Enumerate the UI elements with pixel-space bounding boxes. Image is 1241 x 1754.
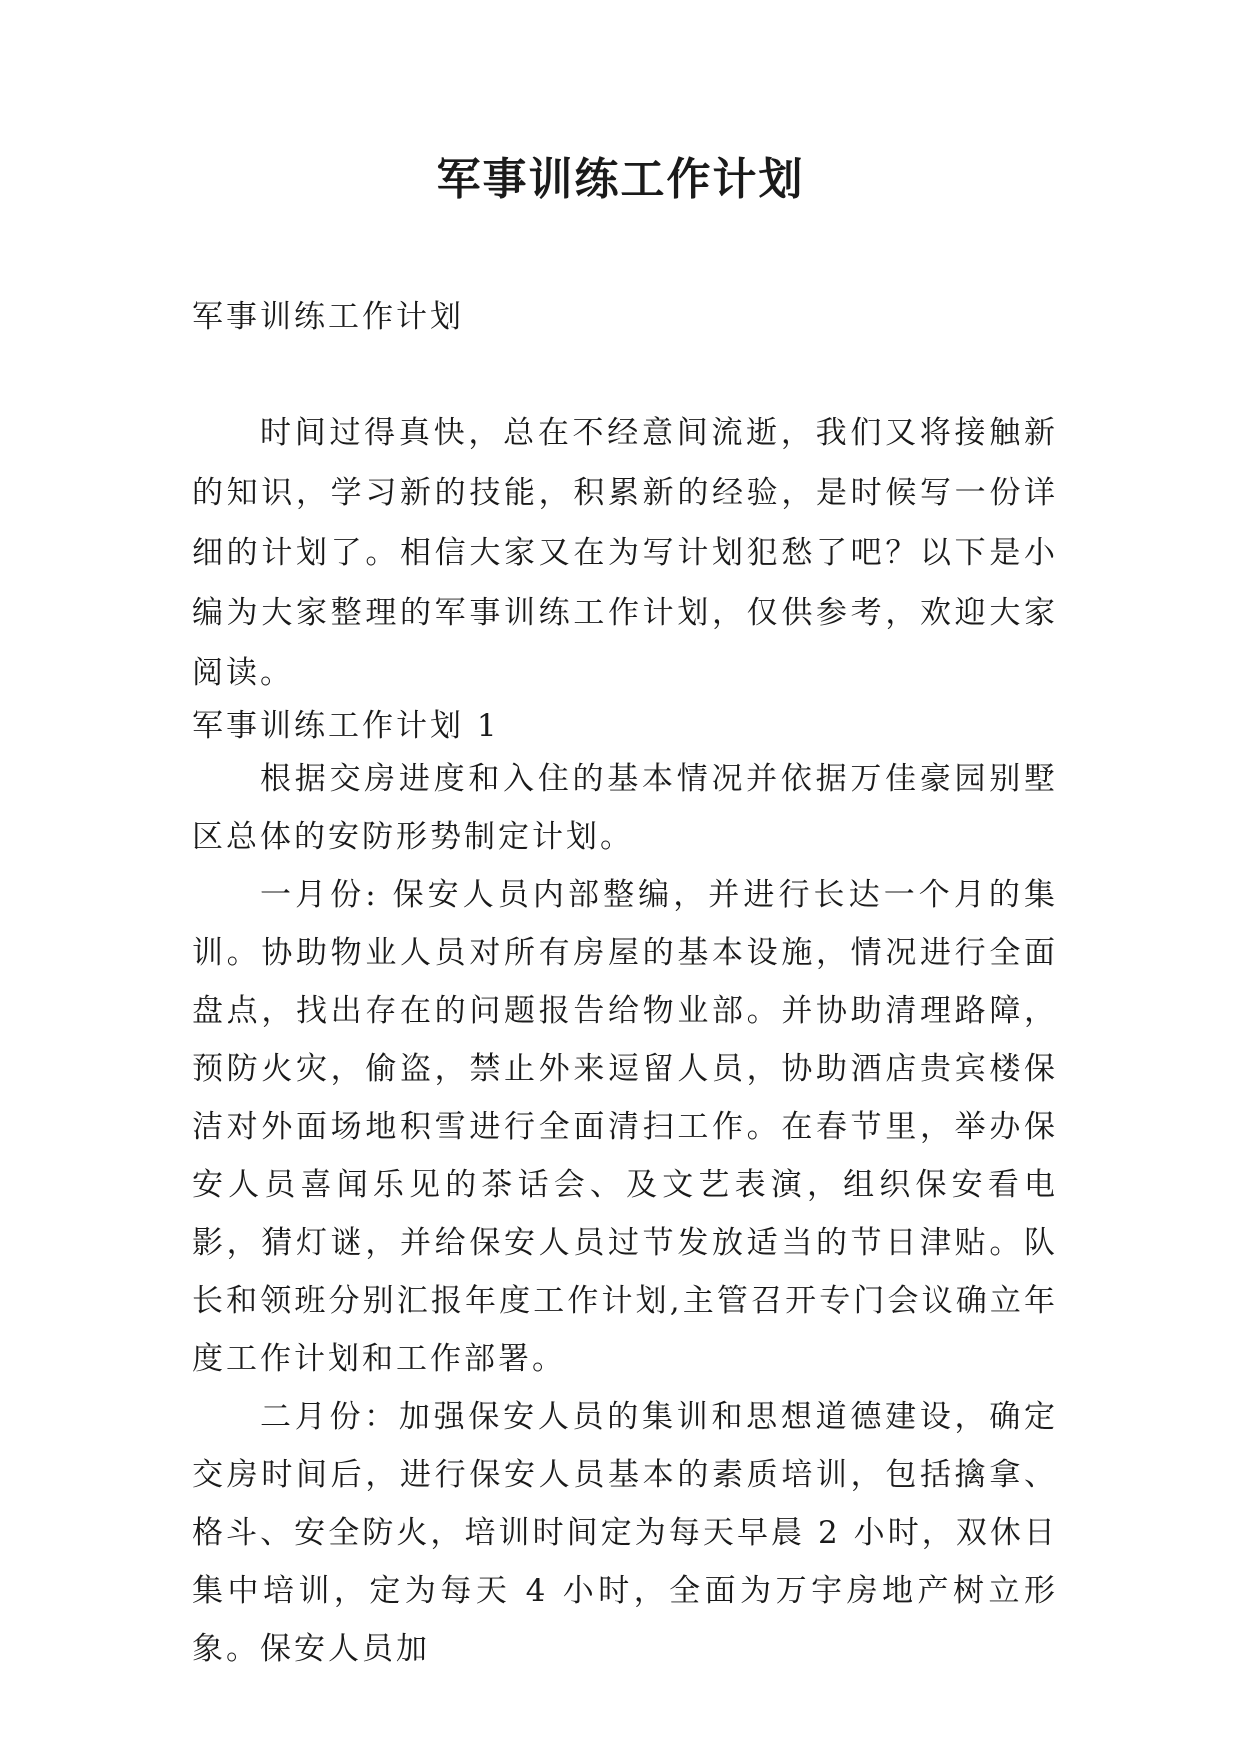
paragraph-january: 一月份: 保安人员内部整编，并进行长达一个月的集训。协助物业人员对所有房屋的基本设施，情况进行全面盘点，找出存在的问题报告给物业部。并协助清理路障，预防火灾，偷盗，禁止外来逗留人员，协助酒店贵宾楼保洁对外面场地积雪进行全面清扫工作。在春节里，举办保安人员喜闻乐见的茶话会、及文艺表演，组织保安看电影，猜灯谜，并给保安人员过节发放适当的节日津贴。队长和领班分别汇报年度工作计划,主管召开专门会议确立年度工作计划和工作部署。 <box>192 877 1058 1377</box>
paragraph-overview: 根据交房进度和入住的基本情况并依据万佳豪园别墅区总体的安防形势制定计划。 <box>192 761 1058 855</box>
document-subtitle: 军事训练工作计划 <box>192 299 464 335</box>
section-body <box>192 750 1058 1678</box>
document-title: 军事训练工作计划 <box>436 154 805 205</box>
section-heading: 军事训练工作计划 1 <box>192 708 500 744</box>
paragraph-february: 二月份：加强保安人员的集训和思想道德建设，确定交房时间后，进行保安人员基本的素质培训，包括擒拿、格斗、安全防火，培训时间定为每天早晨 2 小时，双休日集中培训，定为每天 4 小时，全面为万宇房地产树立形象。保安人员加 <box>192 1399 1058 1667</box>
intro-paragraph: 时间过得真快，总在不经意间流逝，我们又将接触新的知识，学习新的技能，积累新的经验，是时候写一份详细的计划了。相信大家又在为写计划犯愁了吧？以下是小编为大家整理的军事训练工作计划，仅供参考，欢迎大家阅读。 <box>192 415 1058 691</box>
intro-section <box>192 403 1058 703</box>
